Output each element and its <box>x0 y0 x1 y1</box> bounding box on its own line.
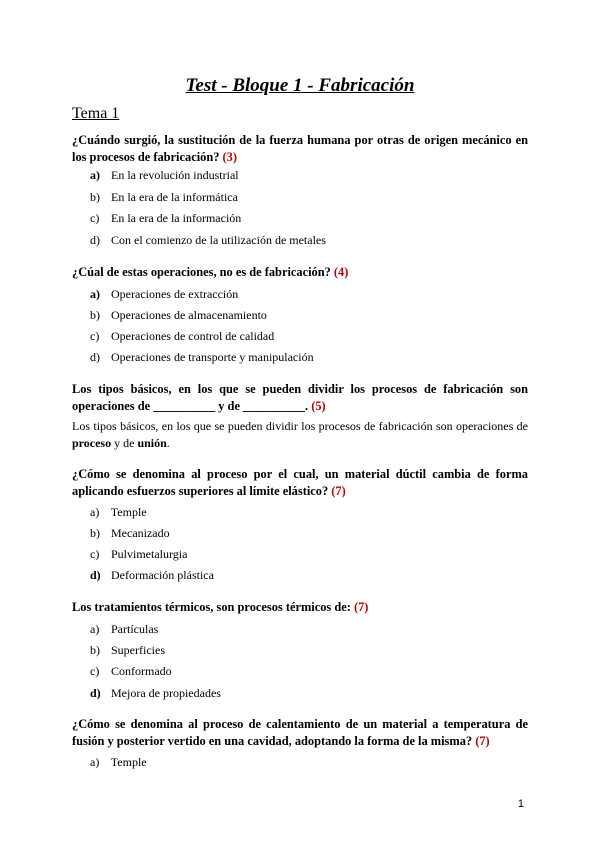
question-points: (7) <box>353 600 369 614</box>
section-heading: Tema 1 <box>72 105 120 122</box>
question-3 <box>72 381 528 415</box>
option-4c: c) Pulvimetalurgia <box>90 547 188 561</box>
option-4a: a) Temple <box>90 505 147 519</box>
question-points: (7) <box>475 734 490 748</box>
option-5c: c) Conformado <box>90 664 172 678</box>
question-1 <box>72 132 528 166</box>
option-4d: d) Deformación plástica <box>90 568 214 582</box>
question-text: ¿Cúal de estas operaciones, no es de fabricación? <box>72 265 331 279</box>
option-1d: d) Con el comienzo de la utilización de metales <box>90 233 326 247</box>
option-2a: a) Operaciones de extracción <box>90 287 239 301</box>
question-points: (4) <box>333 265 349 279</box>
question-text: Los tipos básicos, en los que se pueden dividir los procesos de fabricación son operaciones de __________ y de __________. <box>72 382 528 413</box>
question-text: Los tratamientos térmicos, son procesos térmicos de: <box>72 600 351 614</box>
option-1a: a) En la revolución industrial <box>90 168 239 182</box>
option-2b: b) Operaciones de almacenamiento <box>90 308 267 322</box>
document-title: Test - Bloque 1 - Fabricación <box>185 75 415 96</box>
option-4b: b) Mecanizado <box>90 526 170 540</box>
question-text: ¿Cómo se denomina al proceso por el cual, un material dúctil cambia de forma aplicando esfuerzos superiores al límite elástico? <box>72 467 528 498</box>
question-5 <box>72 599 528 616</box>
answer-keyword-2: unión <box>137 436 167 450</box>
question-points: (5) <box>311 399 326 413</box>
question-points: (3) <box>222 150 237 164</box>
answer-3: Los tipos básicos, en los que se pueden dividir los procesos de fabricación son operaciones de proceso y de unión. <box>72 419 528 450</box>
answer-keyword-1: proceso <box>72 436 112 450</box>
question-4 <box>72 466 528 500</box>
question-text: ¿Cómo se denomina al proceso de calentamiento de un material a temperatura de fusión y posterior vertido en una cavidad, adoptando la forma de la misma? <box>72 717 528 748</box>
option-5a: a) Partículas <box>90 622 159 636</box>
question-points: (7) <box>331 484 346 498</box>
question-2 <box>72 264 528 281</box>
option-1b: b) En la era de la informática <box>90 190 238 204</box>
page-number: 1 <box>517 798 524 810</box>
option-2d: d) Operaciones de transporte y manipulación <box>90 350 314 364</box>
question-6 <box>72 716 528 750</box>
option-6a: a) Temple <box>90 755 147 769</box>
option-2c: c) Operaciones de control de calidad <box>90 329 275 343</box>
option-5b: b) Superficies <box>90 643 165 657</box>
option-5d: d) Mejora de propiedades <box>90 686 221 700</box>
question-text: ¿Cuándo surgió, la sustitución de la fuerza humana por otras de origen mecánico en los procesos de fabricación? <box>72 133 528 164</box>
option-1c: c) En la era de la información <box>90 211 242 225</box>
